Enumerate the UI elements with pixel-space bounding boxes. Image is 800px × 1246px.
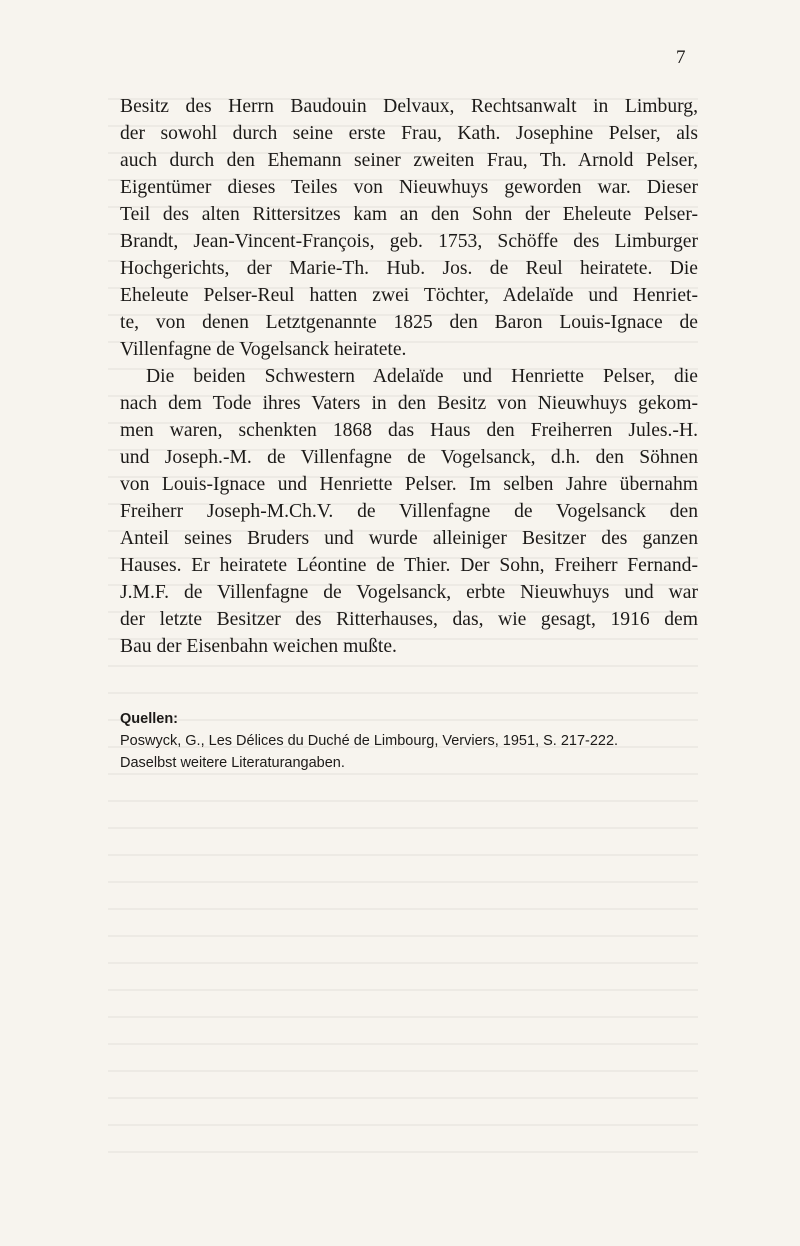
page-number: 7	[676, 47, 686, 68]
text-line: Bau der Eisenbahn weichen mußte.	[120, 636, 397, 657]
text-line: Hauses. Er heiratete Léontine de Thier. Der Sohn, Freiherr Fernand-	[120, 555, 698, 576]
source-citation: Poswyck, G., Les Délices du Duché de Limbourg, Verviers, 1951, S. 217-222.	[120, 733, 619, 749]
source-note: Daselbst weitere Literaturangaben.	[120, 755, 345, 771]
text-line: auch durch den Ehemann seiner zweiten Frau, Th. Arnold Pelser,	[120, 150, 698, 171]
text-line: Hochgerichts, der Marie-Th. Hub. Jos. de Reul heiratete. Die	[120, 258, 698, 279]
text-line: Anteil seines Bruders und wurde alleiniger Besitzer des ganzen	[120, 528, 698, 549]
paragraph-1	[120, 93, 698, 363]
paragraph-2	[120, 363, 698, 660]
text-line: Die beiden Schwestern Adelaïde und Henriette Pelser, die	[146, 366, 698, 387]
text-line: Besitz des Herrn Baudouin Delvaux, Rechtsanwalt in Limburg,	[120, 96, 698, 117]
text-line: und Joseph.-M. de Villenfagne de Vogelsanck, d.h. den Söhnen	[120, 447, 698, 468]
text-line: te, von denen Letztgenannte 1825 den Baron Louis-Ignace de	[120, 312, 698, 333]
text-line: von Louis-Ignace und Henriette Pelser. Im selben Jahre übernahm	[120, 474, 698, 495]
main-text	[120, 93, 698, 660]
text-line: nach dem Tode ihres Vaters in den Besitz von Nieuwhuys gekom-	[120, 393, 698, 414]
text-line: der letzte Besitzer des Ritterhauses, das, wie gesagt, 1916 dem	[120, 609, 698, 630]
text-line: Teil des alten Rittersitzes kam an den Sohn der Eheleute Pelser-	[120, 204, 698, 225]
text-line: Brandt, Jean-Vincent-François, geb. 1753, Schöffe des Limburger	[120, 231, 698, 252]
text-line: Eheleute Pelser-Reul hatten zwei Töchter, Adelaïde und Henriet-	[120, 285, 698, 306]
text-line: J.M.F. de Villenfagne de Vogelsanck, erbte Nieuwhuys und war	[120, 582, 698, 603]
text-line: Freiherr Joseph-M.Ch.V. de Villenfagne de Vogelsanck den	[120, 501, 698, 522]
sources-section	[120, 708, 710, 774]
text-line: men waren, schenkten 1868 das Haus den Freiherren Jules.-H.	[120, 420, 698, 441]
text-line: der sowohl durch seine erste Frau, Kath. Josephine Pelser, als	[120, 123, 698, 144]
text-line: Eigentümer dieses Teiles von Nieuwhuys geworden war. Dieser	[120, 177, 698, 198]
text-line: Villenfagne de Vogelsanck heiratete.	[120, 339, 407, 360]
sources-heading: Quellen:	[120, 711, 179, 727]
